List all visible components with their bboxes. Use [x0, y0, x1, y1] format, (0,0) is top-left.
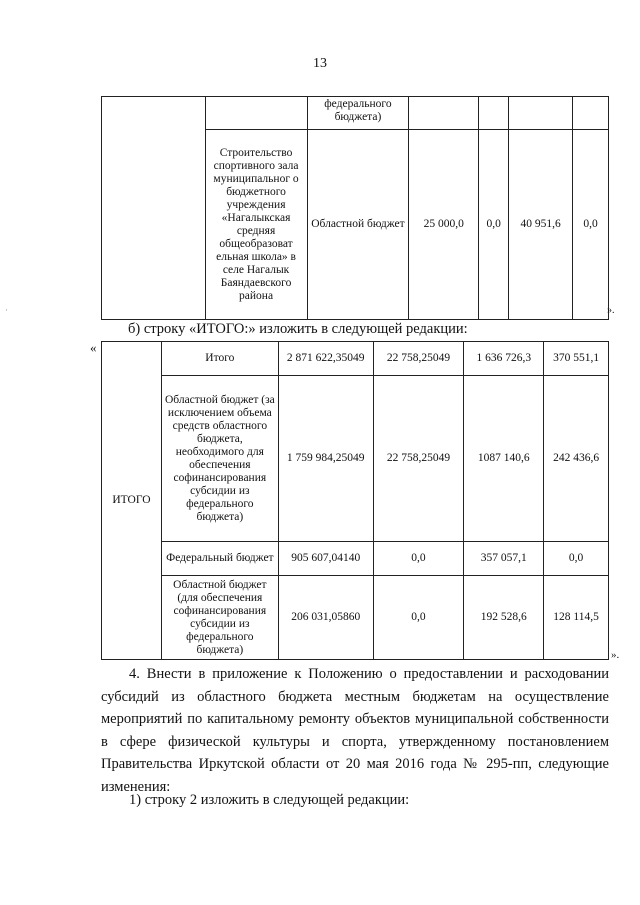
value-cell: 0,0	[544, 542, 609, 576]
closing-quote: ».	[607, 305, 615, 316]
value-cell: 1087 140,6	[464, 376, 544, 542]
table-row	[102, 376, 609, 542]
value-cell: 2 871 622,35049	[278, 342, 373, 376]
page-number: 13	[313, 56, 327, 71]
paragraph-4: 4. Внести в приложение к Положению о предоставлении и расходовании субсидий из областного бюджета местным бюджетам на осуществление мероприятий по капитальному ремонту объектов муниципальной собственности в сфере физической культуры и спорта, утвержденному постановлением Правительства Иркутской области от 20 мая 2016 года № 295-пп, следующие изменения:	[101, 666, 609, 795]
value-cell: 206 031,05860	[278, 576, 373, 660]
table-row	[102, 342, 609, 376]
totals-table	[101, 341, 609, 660]
value-cell: 192 528,6	[464, 576, 544, 660]
empty-cell	[102, 97, 206, 320]
funding-source-cell: Областной бюджет (для обеспечения софинансирования субсидии из федерального бюджета)	[161, 576, 278, 660]
empty-cell	[479, 97, 509, 130]
value-cell: 22 758,25049	[373, 342, 464, 376]
value-cell: 22 758,25049	[373, 376, 464, 542]
empty-cell	[409, 97, 479, 130]
value-cell: 1 759 984,25049	[278, 376, 373, 542]
funding-source-cell: Областной бюджет	[307, 130, 409, 320]
value-cell: 242 436,6	[544, 376, 609, 542]
subsection-heading: б) строку «ИТОГО:» изложить в следующей редакции:	[128, 321, 468, 337]
value-cell: 0,0	[373, 542, 464, 576]
object-name-cell: Строительство спортивного зала муниципальног о бюджетного учреждения «Нагалыкская средняя общеобразоват ельная школа» в селе Нагалык Баяндаевского района	[205, 130, 307, 320]
value-cell: 905 607,04140	[278, 542, 373, 576]
item-1: 1) строку 2 изложить в следующей редакции:	[129, 792, 410, 808]
table-row	[102, 576, 609, 660]
funding-source-cell: Областной бюджет (за исключением объема средств областного бюджета, необходимого для обеспечения софинансирования субсидии из федерального бюджета)	[161, 376, 278, 542]
closing-quote: ».	[611, 649, 620, 661]
empty-cell	[205, 97, 307, 130]
value-cell: 0,0	[479, 130, 509, 320]
totals-label-cell: ИТОГО	[102, 342, 162, 660]
continuation-table	[101, 96, 609, 320]
value-cell: 370 551,1	[544, 342, 609, 376]
value-cell: 40 951,6	[509, 130, 573, 320]
empty-cell	[573, 97, 609, 130]
value-cell: 0,0	[573, 130, 609, 320]
funding-source-cell: федерального бюджета)	[307, 97, 409, 130]
table-row	[102, 542, 609, 576]
value-cell: 1 636 726,3	[464, 342, 544, 376]
funding-source-cell: Федеральный бюджет	[161, 542, 278, 576]
funding-source-cell: Итого	[161, 342, 278, 376]
margin-mark: ·	[5, 305, 8, 315]
empty-cell	[509, 97, 573, 130]
table-row	[102, 97, 609, 130]
value-cell: 0,0	[373, 576, 464, 660]
value-cell: 128 114,5	[544, 576, 609, 660]
value-cell: 357 057,1	[464, 542, 544, 576]
opening-quote: «	[90, 340, 97, 355]
value-cell: 25 000,0	[409, 130, 479, 320]
